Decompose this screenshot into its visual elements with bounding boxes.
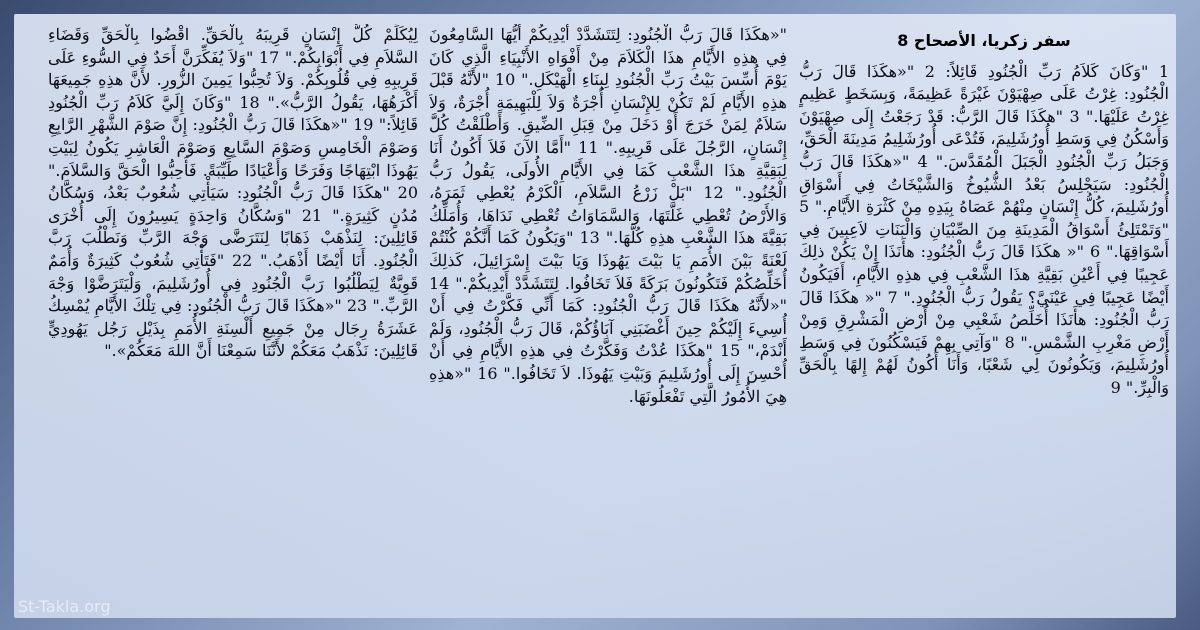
text-column-left [48, 24, 418, 614]
text-column-right [799, 24, 1169, 614]
scripture-panel [14, 14, 1176, 618]
verses-block-3: لِيُكَلِّمْ كُلُّ إِنْسَانٍ قَرِيبَهُ بِالْحَقِّ. اقْضُوا بِالْحَقِّ وَقَضَاءِ السَّلاَمِ فِي أَبْوَابِكُمْ." 17 "وَلاَ يُفَكِّرَنَّ أَحَدٌ فِي السُّوءِ عَلَى قَرِيبِهِ فِي قُلُوبِكُمْ. وَلاَ تُحِبُّوا يَمِينَ الزُّورِ. لأَنَّ هذِهِ جَمِيعَهَا أَكْرَهُهَا، يَقُولُ الرَّبُّ»." 18 "وَكَانَ إِلَيَّ كَلاَمُ رَبِّ الْجُنُودِ قَائِلاً:" 19 "«هكَذَا قَالَ رَبُّ الْجُنُودِ: إِنَّ صَوْمَ الشَّهْرِ الرَّابِعِ وَصَوْمَ الْخَامِسِ وَصَوْمَ السَّابِعِ وَصَوْمَ الْعَاشِرِ يَكُونُ لِبَيْتِ يَهُوذَا ابْتِهَاجًا وَفَرَحًا وَأَعْيَادًا طَيِّبَةً. فَأَحِبُّوا الْحَقَّ وَالسَّلاَمَ." 20 "هكَذَا قَالَ رَبُّ الْجُنُودِ: سَيَأْتِي شُعُوبٌ بَعْدُ، وَسُكَّانُ مُدُنٍ كَثِيرَةٍ." 21 "وَسُكَّانُ وَاحِدَةٍ يَسِيرُونَ إِلَى أُخْرَى قَائِلِينَ: لِنَذْهَبْ ذَهَابًا لِنَتَرَضَّى وَجْهَ الرَّبِّ وَنَطْلُبَ رَبَّ الْجُنُودِ. أَنَا أَيْضًا أَذْهَبُ." 22 "فَتَأْتِي شُعُوبٌ كَثِيرَةٌ وَأُمَمٌ قَوِيَّةٌ لِيَطْلُبُوا رَبَّ الْجُنُودِ فِي أُورُشَلِيمَ، وَلْيَتَرَضَّوْا وَجْهَ الرَّبِّ." 23 "«هكَذَا قَالَ رَبُّ الْجُنُودِ: فِي تِلْكَ الأَيَّامِ يُمْسِكُ عَشَرَةُ رِجَال مِنْ جَمِيعِ أَلْسِنَةِ الأُمَمِ بِذَيْلِ رَجُل يَهُودِيٍّ قَائِلِينَ: نَذْهَبُ مَعَكُمْ لأَنَّنَا سَمِعْنَا أَنَّ اللهَ مَعَكُمْ»." [48, 25, 418, 361]
chapter-title: سفر زكريا، الأصحاح 8 [897, 31, 1071, 50]
verses-block-1: 1 "وَكَانَ كَلاَمُ رَبِّ الْجُنُودِ قَائِلاً: 2 "«هكَذَا قَالَ رَبُّ الْجُنُودِ: غِرْتُ عَلَى صِهْيَوْنَ غَيْرَةً عَظِيمَةً، وَبِسَخَطٍ عَظِيمٍ غِرْتُ عَلَيْهَا." 3 "هكَذَا قَالَ الرَّبُّ: قَدْ رَجَعْتُ إِلَى صِهْيَوْنَ وَأَسْكُنُ فِي وَسَطِ أُورُشَلِيمَ، فَتُدْعَى أُورُشَلِيمُ مَدِينَةَ الْحَقِّ، وَجَبَلُ رَبِّ الْجُنُودِ الْجَبَلَ الْمُقَدَّسَ." 4 "«هكَذَا قَالَ رَبُّ الْجُنُودِ: سَيَجْلِسُ بَعْدُ الشُّيُوخُ وَالشَّيْخَاتُ فِي أَسْوَاقِ أُورُشَلِيمَ، كُلُّ إِنْسَانٍ مِنْهُمْ عَصَاهُ بِيَدِهِ مِنْ كَثْرَةِ الأَيَّامِ." 5 "وَتَمْتَلِئُ أَسْوَاقُ الْمَدِينَةِ مِنَ الصِّبْيَانِ وَالْبَنَاتِ لاَعِبِينَ فِي أَسْوَاقِهَا." 6 "« هكَذَا قَالَ رَبُّ الْجُنُودِ: هأَنَذَا إِنْ يَكُنْ ذلِكَ عَجِيبًا فِي أَعْيُنِ بَقِيَّةِ هذَا الشَّعْبِ فِي هذِهِ الأَيَّامِ، أَفَيَكُونُ أَيْضًا عَجِيبًا فِي عَيْنَيَّ؟ يَقُولُ رَبُّ الْجُنُودِ." 7 "« هكَذَا قَالَ رَبُّ الْجُنُودِ: هأَنَذَا أُخَلِّصُ شَعْبِي مِنْ أَرْضِ الْمَشْرِقِ وَمِنْ أَرْضِ مَغْرِبِ الشَّمْسِ." 8 "وَآتِي بِهِمْ فَيَسْكُنُونَ فِي وَسَطِ أُورُشَلِيمَ، وَيَكُونُونَ لِي شَعْبًا، وَأَنَا أَكُونُ لَهُمْ إِلهًا بِالْحَقِّ وَالْبِرِّ." 9 [799, 61, 1169, 397]
text-column-middle [429, 24, 787, 614]
site-watermark: St-Takla.org [18, 597, 111, 616]
verses-block-2: "«هكَذَا قَالَ رَبُّ الْجُنُودِ: لِتَتَشَدَّدْ أَيْدِيكُمْ أَيُّهَا السَّامِعُونَ فِي هذِهِ الأَيَّامِ هذَا الْكَلاَمَ مِنْ أَفْوَاهِ الأَنْبِيَاءِ الَّذِي كَانَ يَوْمَ أُسِّسَ بَيْتُ رَبِّ الْجُنُودِ لِبِنَاءِ الْهَيْكَلِ." 10 "لأَنَّهُ قَبْلَ هذِهِ الأَيَّامِ لَمْ تَكُنْ لِلإِنْسَانِ أُجْرَةٌ وَلاَ لِلْبَهِيمَةِ أُجْرَةٌ، وَلاَ سَلاَمٌ لِمَنْ خَرَجَ أَوْ دَخَلَ مِنْ قِبَلِ الضِّيقِ. وَأَطْلَقْتُ كُلَّ إِنْسَانٍ، الرَّجُلَ عَلَى قَرِيبِهِ." 11 "أَمَّا الآنَ فَلاَ أَكُونُ أَنَا لِبَقِيَّةِ هذَا الشَّعْبِ كَمَا فِي الأَيَّامِ الأُولَى، يَقُولُ رَبُّ الْجُنُودِ." 12 "بَلْ زَرْعُ السَّلاَمِ، الْكَرْمُ يُعْطِي ثَمَرَهُ، وَالأَرْضُ تُعْطِي غَلَّتَهَا، وَالسَّمَاوَاتُ تُعْطِي نَدَاهَا، وَأُمَلِّكُ بَقِيَّةَ هذَا الشَّعْبِ هذِهِ كُلَّهَا." 13 "وَيَكُونُ كَمَا أَنَّكُمْ كُنْتُمْ لَعْنَةً بَيْنَ الأُمَمِ يَا بَيْتَ يَهُوذَا وَيَا بَيْتَ إِسْرَائِيلَ، كَذلِكَ أُخَلِّصُكُمْ فَتَكُونُونَ بَرَكَةً فَلاَ تَخَافُوا. لِتَتَشَدَّدْ أَيْدِيكُمْ." 14 "«لأَنَّهُ هكَذَا قَالَ رَبُّ الْجُنُودِ: كَمَا أَنِّي فَكَّرْتُ فِي أَنْ أُسِيءَ إِلَيْكُمْ حِينَ أَغْضَبَنِي آبَاؤُكُمْ، قَالَ رَبُّ الْجُنُودِ، وَلَمْ أَنْدَمْ،" 15 "هكَذَا عُدْتُ وَفَكَّرْتُ فِي هذِهِ الأَيَّامِ فِي أَنْ أُحْسِنَ إِلَى أُورُشَلِيمَ وَبَيْتِ يَهُوذَا. لاَ تَخَافُوا." 16 "«هذِهِ هِيَ الأُمُورُ الَّتِي تَفْعَلُونَهَا. [429, 25, 787, 406]
